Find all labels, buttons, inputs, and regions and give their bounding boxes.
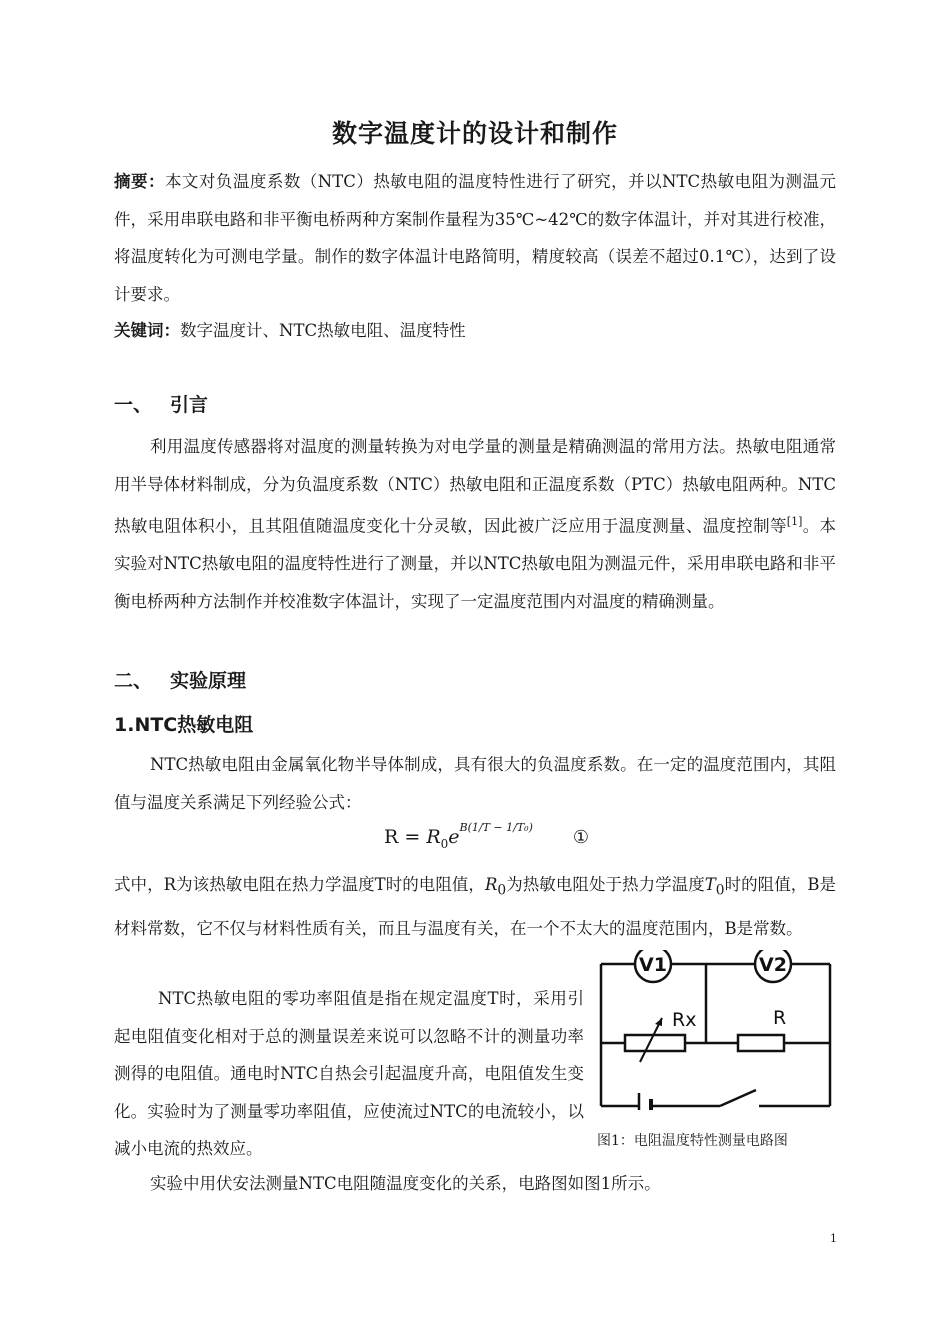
abstract-label: 摘要： <box>114 172 165 191</box>
thermistor-icon <box>625 1035 685 1051</box>
symbol-t0-sub: 0 <box>715 882 725 899</box>
arrow-head-icon <box>655 1018 662 1026</box>
v1-label: V1 <box>639 954 667 976</box>
ntc-paragraph: NTC热敏电阻由金属氧化物半导体制成，具有很大的负温度系数。在一定的温度范围内，其阻值与温度关系满足下列经验公式： <box>114 755 836 812</box>
abstract <box>114 163 836 313</box>
section-title: 引言 <box>170 394 209 416</box>
formula-r0: R <box>426 826 441 848</box>
resistor-icon <box>738 1035 784 1051</box>
section-heading-intro <box>114 390 208 417</box>
explanation-text-c: 时的阻值，B是材料常数，它不仅与材料性质有关，而且与温度有关，在一个不太大的温度范围内，B是常数。 <box>114 875 836 938</box>
formula-lhs: R = <box>384 826 427 848</box>
intro-paragraph <box>114 428 836 620</box>
subsection-heading-ntc: 1.NTC热敏电阻 <box>114 714 254 736</box>
symbol-r0-sub: 0 <box>497 882 507 899</box>
page-title: 数字温度计的设计和制作 <box>331 119 618 148</box>
keywords-text: 数字温度计、NTC热敏电阻、温度特性 <box>180 321 466 340</box>
section-title: 实验原理 <box>170 670 247 692</box>
explanation-text-a: 式中，R为该热敏电阻在热力学温度T时的电阻值， <box>114 875 485 894</box>
formula-number: ① <box>572 827 590 848</box>
r-label: R <box>773 1007 787 1029</box>
rx-label: Rx <box>672 1009 697 1031</box>
citation[interactable]: [1] <box>786 515 803 528</box>
explanation-text-b: 为热敏电阻处于热力学温度 <box>506 875 705 894</box>
formula-r0-sub: 0 <box>440 836 449 851</box>
abstract-text: 本文对负温度系数（NTC）热敏电阻的温度特性进行了研究，并以NTC热敏电阻为测温元件，采用串联电路和非平衡电桥两种方案制作量程为35℃~42℃的数字体温计，并对其进行校准，将温度转化为可测电学量。制作的数字体温计电路简明，精度较高（误差不超过0.1℃），达到了设计要求。 <box>114 172 836 304</box>
keywords <box>114 312 836 350</box>
section-number: 一、 <box>114 394 153 416</box>
figure-caption: 图1：电阻温度特性测量电路图 <box>597 1133 788 1149</box>
intro-text-a: 利用温度传感器将对温度的测量转换为对电学量的测量是精确测温的常用方法。热敏电阻通常用半导体材料制成，分为负温度系数（NTC）热敏电阻和正温度系数（PTC）热敏电阻两种。NTC热敏电阻体积小，且其阻值随温度变化十分灵敏，因此被广泛应用于温度测量、温度控制等 <box>114 437 836 536</box>
formula-e: e <box>448 826 460 848</box>
circuit-diagram <box>596 950 836 1110</box>
section-number: 二、 <box>114 670 153 692</box>
symbol-r0: R <box>484 875 498 894</box>
formula-1 <box>384 821 590 851</box>
switch-icon <box>720 1090 756 1106</box>
page-number: 1 <box>830 1232 837 1245</box>
symbol-t0: T <box>704 875 716 894</box>
section-heading-principle <box>114 666 246 693</box>
formula-explanation <box>114 866 836 947</box>
formula-exponent: B(1/T − 1/T₀) <box>459 821 533 834</box>
v2-label: V2 <box>759 954 787 976</box>
zero-power-paragraph: NTC热敏电阻的零功率阻值是指在规定温度T时，采用引起电阻值变化相对于总的测量误差来说可以忽略不计的测量功率测得的电阻值。通电时NTC自热会引起温度升高，电阻值发生变化。实验时为了测量零功率阻值，应使流过NTC的电流较小，以减小电流的热效应。 <box>114 989 584 1158</box>
intro-text-b: 。本实验对NTC热敏电阻的温度特性进行了测量，并以NTC热敏电阻为测温元件，采用串联电路和非平衡电桥两种方法制作并校准数字体温计，实现了一定温度范围内对温度的精确测量。 <box>114 516 837 611</box>
method-paragraph: 实验中用伏安法测量NTC电阻随温度变化的关系，电路图如图1所示。 <box>150 1174 661 1193</box>
keywords-label: 关键词： <box>114 321 180 340</box>
